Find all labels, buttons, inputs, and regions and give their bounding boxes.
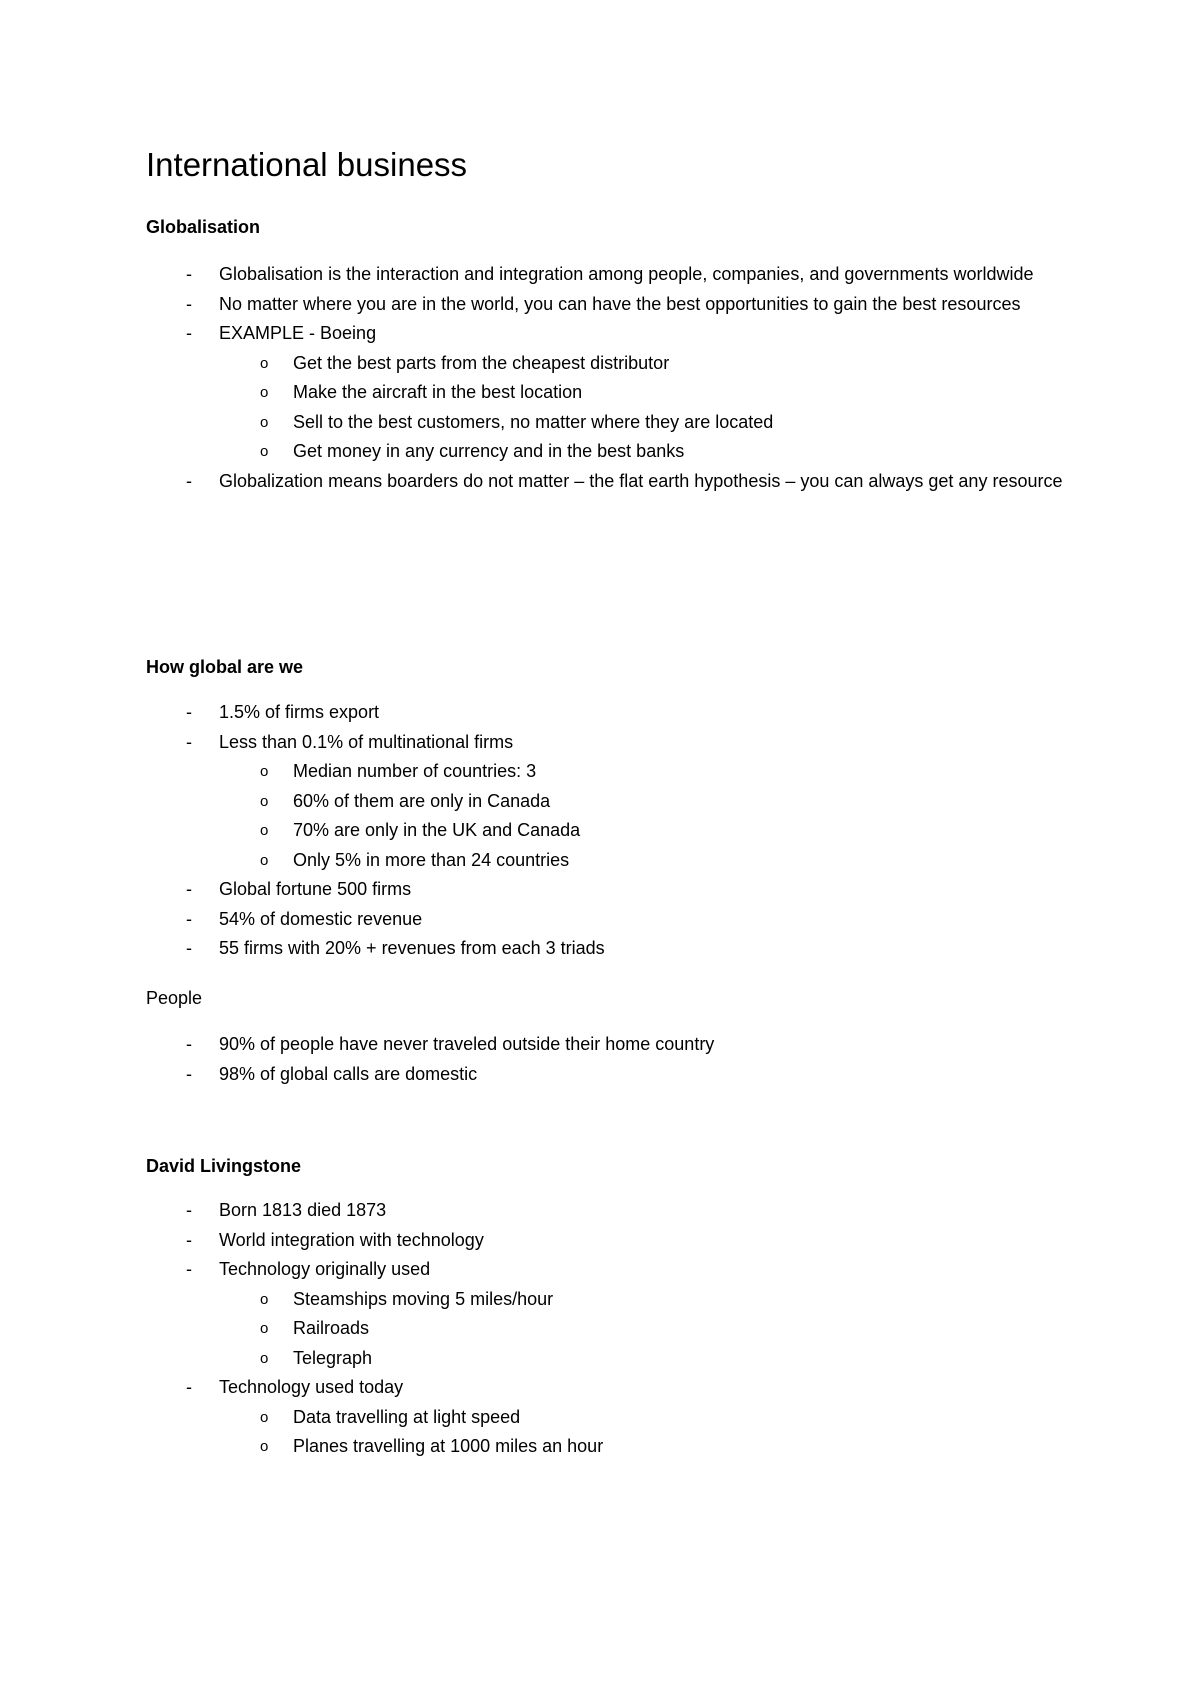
list-item-text: Make the aircraft in the best location	[293, 382, 583, 402]
circle-bullet-marker: o	[260, 1408, 269, 1426]
list-item	[146, 934, 1076, 964]
dash-bullet-marker: -	[186, 731, 192, 752]
circle-bullet-marker: o	[260, 413, 269, 431]
list-item-text: Planes travelling at 1000 miles an hour	[293, 1436, 604, 1456]
circle-bullet-marker: o	[260, 354, 269, 372]
dash-bullet-marker: -	[186, 702, 192, 722]
circle-bullet-marker: o	[260, 763, 269, 780]
circle-bullet-marker: o	[260, 1320, 269, 1337]
dash-bullet-marker: -	[186, 470, 192, 491]
dash-bullet-marker: -	[186, 264, 192, 284]
list-item-text: 98% of global calls are domestic	[219, 1063, 478, 1084]
list-item-text: 70% are only in the UK and Canada	[293, 820, 581, 840]
list-item-text: Get money in any currency and in the best banks	[293, 441, 685, 461]
sub-list-item	[146, 378, 1076, 408]
list-item-text: Technology originally used	[219, 1259, 431, 1279]
list-item	[146, 905, 1076, 935]
bullet-list-globalisation	[146, 260, 1076, 496]
list-item-text: 55 firms with 20% + revenues from each 3 triads	[219, 938, 605, 958]
list-item-text: Get the best parts from the cheapest distributor	[293, 352, 670, 373]
sub-list-item	[146, 1285, 1076, 1315]
list-item-text: World integration with technology	[219, 1229, 484, 1250]
list-item	[146, 728, 1076, 758]
list-item-text: Railroads	[293, 1318, 370, 1338]
dash-bullet-marker: -	[186, 938, 192, 958]
dash-bullet-marker: -	[186, 1377, 192, 1397]
sub-list-item	[146, 787, 1076, 817]
list-item	[146, 698, 1076, 728]
list-item	[146, 467, 1076, 497]
section-heading-how-global: How global are we	[146, 657, 304, 677]
list-item-text: EXAMPLE - Boeing	[219, 323, 377, 343]
list-item	[146, 1196, 1076, 1226]
list-item-text: Data travelling at light speed	[293, 1406, 521, 1427]
circle-bullet-marker: o	[260, 822, 269, 839]
list-item	[146, 1255, 1076, 1285]
list-item	[146, 319, 1076, 349]
list-item-text: Telegraph	[293, 1347, 373, 1368]
circle-bullet-marker: o	[260, 792, 269, 810]
list-item	[146, 1373, 1076, 1403]
sub-list-item	[146, 349, 1076, 379]
dash-bullet-marker: -	[186, 1229, 192, 1250]
list-item	[146, 875, 1076, 905]
bullet-list-people	[146, 1030, 1076, 1089]
sub-list-item	[146, 408, 1076, 438]
list-item	[146, 1060, 1076, 1090]
dash-bullet-marker: -	[186, 1200, 192, 1220]
dash-bullet-marker: -	[186, 1259, 192, 1279]
list-item-text: Technology used today	[219, 1377, 404, 1397]
circle-bullet-marker: o	[260, 1349, 269, 1367]
sub-list-item	[146, 757, 1076, 787]
list-item	[146, 1030, 1076, 1060]
dash-bullet-marker: -	[186, 908, 192, 929]
list-item-text: Sell to the best customers, no matter where they are located	[293, 411, 774, 432]
sub-list-item	[146, 846, 1076, 876]
circle-bullet-marker: o	[260, 443, 269, 460]
list-item	[146, 1226, 1076, 1256]
page-title: International business	[146, 146, 468, 183]
list-item-text: No matter where you are in the world, you can have the best opportunities to gain the best resources	[219, 293, 1021, 314]
circle-bullet-marker: o	[260, 384, 269, 401]
list-item-text: 54% of domestic revenue	[219, 908, 423, 929]
section-heading-globalisation: Globalisation	[146, 217, 261, 237]
circle-bullet-marker: o	[260, 1290, 269, 1308]
dash-bullet-marker: -	[186, 879, 192, 899]
dash-bullet-marker: -	[186, 323, 192, 343]
list-item-text: 1.5% of firms export	[219, 702, 380, 722]
list-item	[146, 260, 1076, 290]
sub-list-item	[146, 1344, 1076, 1374]
list-item-text: Born 1813 died 1873	[219, 1200, 387, 1220]
list-item-text: 90% of people have never traveled outside their home country	[219, 1034, 715, 1054]
sub-list-item	[146, 816, 1076, 846]
list-item-text: Globalization means boarders do not matter – the flat earth hypothesis – you can always get any resource	[219, 470, 1063, 491]
list-item-text: Global fortune 500 firms	[219, 879, 412, 899]
list-item	[146, 290, 1076, 320]
dash-bullet-marker: -	[186, 293, 192, 314]
bullet-list-how-global	[146, 698, 1076, 964]
dash-bullet-marker: -	[186, 1034, 192, 1054]
list-item-text: Only 5% in more than 24 countries	[293, 849, 570, 870]
sub-list-item	[146, 437, 1076, 467]
sub-list-item	[146, 1403, 1076, 1433]
list-item-text: Median number of countries: 3	[293, 761, 537, 781]
list-item-text: 60% of them are only in Canada	[293, 790, 551, 811]
list-item-text: Globalisation is the interaction and integration among people, companies, and governments worldwide	[219, 264, 1034, 284]
circle-bullet-marker: o	[260, 1438, 269, 1455]
sub-list-item	[146, 1432, 1076, 1462]
list-item-text: Steamships moving 5 miles/hour	[293, 1288, 554, 1309]
dash-bullet-marker: -	[186, 1063, 192, 1084]
section-heading-david-livingstone: David Livingstone	[146, 1156, 302, 1176]
section-heading-people: People	[146, 988, 203, 1008]
list-item-text: Less than 0.1% of multinational firms	[219, 731, 514, 752]
circle-bullet-marker: o	[260, 851, 269, 869]
bullet-list-david-livingstone	[146, 1196, 1076, 1462]
sub-list-item	[146, 1314, 1076, 1344]
